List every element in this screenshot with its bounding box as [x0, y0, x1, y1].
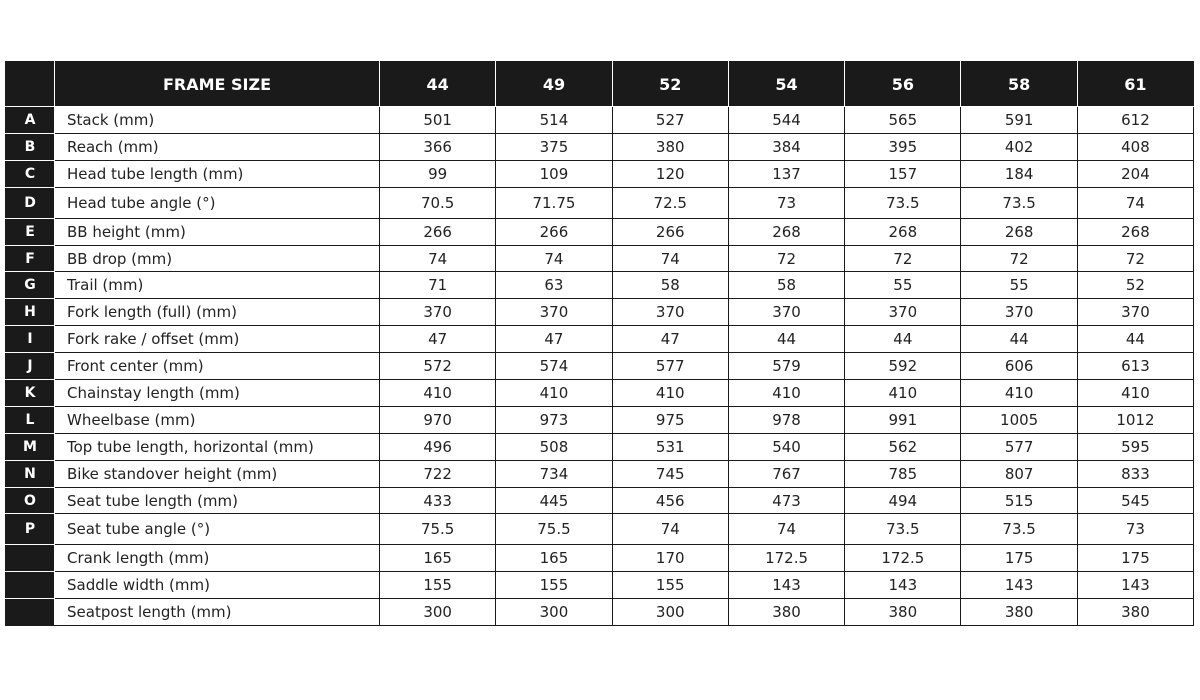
row-label: BB drop (mm) — [55, 245, 380, 272]
cell-value: 300 — [380, 599, 496, 626]
cell-value: 494 — [845, 487, 961, 514]
cell-value: 574 — [496, 353, 612, 380]
cell-value: 540 — [728, 433, 844, 460]
row-letter: C — [6, 160, 55, 187]
cell-value: 562 — [845, 433, 961, 460]
cell-value: 595 — [1077, 433, 1193, 460]
geometry-table — [5, 61, 1194, 626]
cell-value: 612 — [1077, 107, 1193, 134]
table-row — [6, 545, 1194, 572]
cell-value: 380 — [1077, 599, 1193, 626]
table-header — [6, 62, 1194, 107]
cell-value: 73 — [1077, 514, 1193, 545]
cell-value: 268 — [728, 218, 844, 245]
cell-value: 975 — [612, 406, 728, 433]
row-label: Trail (mm) — [55, 272, 380, 299]
cell-value: 501 — [380, 107, 496, 134]
cell-value: 745 — [612, 460, 728, 487]
cell-value: 143 — [845, 572, 961, 599]
cell-value: 402 — [961, 133, 1077, 160]
cell-value: 75.5 — [496, 514, 612, 545]
row-letter: K — [6, 380, 55, 407]
table-row — [6, 514, 1194, 545]
row-letter: N — [6, 460, 55, 487]
cell-value: 143 — [1077, 572, 1193, 599]
cell-value: 410 — [845, 380, 961, 407]
table-row — [6, 133, 1194, 160]
cell-value: 970 — [380, 406, 496, 433]
cell-value: 172.5 — [845, 545, 961, 572]
row-label: Saddle width (mm) — [55, 572, 380, 599]
row-letter — [6, 599, 55, 626]
cell-value: 613 — [1077, 353, 1193, 380]
cell-value: 74 — [612, 245, 728, 272]
cell-value: 143 — [728, 572, 844, 599]
cell-value: 380 — [612, 133, 728, 160]
cell-value: 72 — [845, 245, 961, 272]
cell-value: 73.5 — [845, 514, 961, 545]
cell-value: 370 — [612, 299, 728, 326]
cell-value: 44 — [1077, 326, 1193, 353]
cell-value: 370 — [845, 299, 961, 326]
cell-value: 410 — [380, 380, 496, 407]
cell-value: 44 — [845, 326, 961, 353]
row-label: BB height (mm) — [55, 218, 380, 245]
cell-value: 991 — [845, 406, 961, 433]
cell-value: 807 — [961, 460, 1077, 487]
cell-value: 722 — [380, 460, 496, 487]
cell-value: 375 — [496, 133, 612, 160]
cell-value: 172.5 — [728, 545, 844, 572]
cell-value: 58 — [728, 272, 844, 299]
row-label: Crank length (mm) — [55, 545, 380, 572]
table-row — [6, 218, 1194, 245]
cell-value: 204 — [1077, 160, 1193, 187]
table-row — [6, 433, 1194, 460]
cell-value: 410 — [1077, 380, 1193, 407]
table-row — [6, 107, 1194, 134]
cell-value: 52 — [1077, 272, 1193, 299]
cell-value: 1012 — [1077, 406, 1193, 433]
cell-value: 74 — [1077, 187, 1193, 218]
table-row — [6, 326, 1194, 353]
cell-value: 591 — [961, 107, 1077, 134]
table-row — [6, 460, 1194, 487]
row-letter: B — [6, 133, 55, 160]
cell-value: 370 — [380, 299, 496, 326]
cell-value: 473 — [728, 487, 844, 514]
row-letter: M — [6, 433, 55, 460]
cell-value: 143 — [961, 572, 1077, 599]
cell-value: 175 — [961, 545, 1077, 572]
cell-value: 445 — [496, 487, 612, 514]
row-letter: O — [6, 487, 55, 514]
cell-value: 496 — [380, 433, 496, 460]
cell-value: 300 — [612, 599, 728, 626]
row-label: Wheelbase (mm) — [55, 406, 380, 433]
cell-value: 408 — [1077, 133, 1193, 160]
cell-value: 456 — [612, 487, 728, 514]
table-row — [6, 487, 1194, 514]
cell-value: 410 — [496, 380, 612, 407]
cell-value: 515 — [961, 487, 1077, 514]
cell-value: 74 — [728, 514, 844, 545]
size-header-52: 52 — [612, 62, 728, 107]
row-letter: P — [6, 514, 55, 545]
cell-value: 109 — [496, 160, 612, 187]
table-row — [6, 599, 1194, 626]
cell-value: 58 — [612, 272, 728, 299]
table-row — [6, 187, 1194, 218]
cell-value: 544 — [728, 107, 844, 134]
header-corner — [6, 62, 55, 107]
cell-value: 73 — [728, 187, 844, 218]
cell-value: 514 — [496, 107, 612, 134]
cell-value: 978 — [728, 406, 844, 433]
cell-value: 565 — [845, 107, 961, 134]
cell-value: 577 — [961, 433, 1077, 460]
row-label: Bike standover height (mm) — [55, 460, 380, 487]
row-letter: D — [6, 187, 55, 218]
table-row — [6, 160, 1194, 187]
cell-value: 577 — [612, 353, 728, 380]
cell-value: 137 — [728, 160, 844, 187]
cell-value: 72 — [1077, 245, 1193, 272]
row-letter: L — [6, 406, 55, 433]
cell-value: 44 — [961, 326, 1077, 353]
cell-value: 380 — [845, 599, 961, 626]
size-header-49: 49 — [496, 62, 612, 107]
cell-value: 572 — [380, 353, 496, 380]
cell-value: 266 — [612, 218, 728, 245]
cell-value: 268 — [961, 218, 1077, 245]
size-header-61: 61 — [1077, 62, 1193, 107]
cell-value: 266 — [496, 218, 612, 245]
cell-value: 973 — [496, 406, 612, 433]
table-row — [6, 299, 1194, 326]
row-letter — [6, 545, 55, 572]
cell-value: 75.5 — [380, 514, 496, 545]
header-row — [6, 62, 1194, 107]
cell-value: 74 — [612, 514, 728, 545]
cell-value: 73.5 — [961, 187, 1077, 218]
cell-value: 767 — [728, 460, 844, 487]
cell-value: 370 — [961, 299, 1077, 326]
cell-value: 157 — [845, 160, 961, 187]
cell-value: 71.75 — [496, 187, 612, 218]
table-row — [6, 380, 1194, 407]
cell-value: 47 — [380, 326, 496, 353]
cell-value: 1005 — [961, 406, 1077, 433]
row-letter: G — [6, 272, 55, 299]
cell-value: 592 — [845, 353, 961, 380]
size-header-54: 54 — [728, 62, 844, 107]
cell-value: 606 — [961, 353, 1077, 380]
table-row — [6, 353, 1194, 380]
cell-value: 531 — [612, 433, 728, 460]
cell-value: 785 — [845, 460, 961, 487]
row-label: Top tube length, horizontal (mm) — [55, 433, 380, 460]
cell-value: 47 — [612, 326, 728, 353]
row-label: Seat tube angle (°) — [55, 514, 380, 545]
row-label: Head tube angle (°) — [55, 187, 380, 218]
row-label: Head tube length (mm) — [55, 160, 380, 187]
size-header-44: 44 — [380, 62, 496, 107]
cell-value: 433 — [380, 487, 496, 514]
cell-value: 384 — [728, 133, 844, 160]
cell-value: 170 — [612, 545, 728, 572]
cell-value: 175 — [1077, 545, 1193, 572]
cell-value: 73.5 — [961, 514, 1077, 545]
cell-value: 44 — [728, 326, 844, 353]
row-letter — [6, 572, 55, 599]
row-label: Fork length (full) (mm) — [55, 299, 380, 326]
cell-value: 70.5 — [380, 187, 496, 218]
cell-value: 579 — [728, 353, 844, 380]
cell-value: 99 — [380, 160, 496, 187]
cell-value: 734 — [496, 460, 612, 487]
row-letter: H — [6, 299, 55, 326]
row-label: Reach (mm) — [55, 133, 380, 160]
cell-value: 527 — [612, 107, 728, 134]
row-letter: E — [6, 218, 55, 245]
cell-value: 410 — [961, 380, 1077, 407]
frame-size-header: FRAME SIZE — [55, 62, 380, 107]
size-header-56: 56 — [845, 62, 961, 107]
cell-value: 165 — [496, 545, 612, 572]
cell-value: 366 — [380, 133, 496, 160]
row-letter: I — [6, 326, 55, 353]
cell-value: 155 — [380, 572, 496, 599]
cell-value: 72 — [961, 245, 1077, 272]
table-body — [6, 107, 1194, 626]
row-label: Stack (mm) — [55, 107, 380, 134]
cell-value: 72 — [728, 245, 844, 272]
table-row — [6, 572, 1194, 599]
cell-value: 380 — [961, 599, 1077, 626]
cell-value: 370 — [496, 299, 612, 326]
cell-value: 120 — [612, 160, 728, 187]
row-letter: F — [6, 245, 55, 272]
cell-value: 370 — [1077, 299, 1193, 326]
cell-value: 266 — [380, 218, 496, 245]
row-letter: J — [6, 353, 55, 380]
row-label: Fork rake / offset (mm) — [55, 326, 380, 353]
cell-value: 184 — [961, 160, 1077, 187]
cell-value: 71 — [380, 272, 496, 299]
cell-value: 165 — [380, 545, 496, 572]
cell-value: 545 — [1077, 487, 1193, 514]
cell-value: 300 — [496, 599, 612, 626]
row-label: Chainstay length (mm) — [55, 380, 380, 407]
cell-value: 63 — [496, 272, 612, 299]
row-letter: A — [6, 107, 55, 134]
row-label: Seatpost length (mm) — [55, 599, 380, 626]
cell-value: 72.5 — [612, 187, 728, 218]
cell-value: 155 — [496, 572, 612, 599]
cell-value: 370 — [728, 299, 844, 326]
size-header-58: 58 — [961, 62, 1077, 107]
row-label: Seat tube length (mm) — [55, 487, 380, 514]
row-label: Front center (mm) — [55, 353, 380, 380]
table-row — [6, 245, 1194, 272]
table-row — [6, 272, 1194, 299]
cell-value: 268 — [845, 218, 961, 245]
cell-value: 74 — [380, 245, 496, 272]
table-row — [6, 406, 1194, 433]
cell-value: 73.5 — [845, 187, 961, 218]
cell-value: 268 — [1077, 218, 1193, 245]
cell-value: 508 — [496, 433, 612, 460]
cell-value: 155 — [612, 572, 728, 599]
cell-value: 410 — [728, 380, 844, 407]
cell-value: 47 — [496, 326, 612, 353]
cell-value: 395 — [845, 133, 961, 160]
cell-value: 380 — [728, 599, 844, 626]
cell-value: 74 — [496, 245, 612, 272]
cell-value: 55 — [961, 272, 1077, 299]
cell-value: 410 — [612, 380, 728, 407]
cell-value: 55 — [845, 272, 961, 299]
cell-value: 833 — [1077, 460, 1193, 487]
